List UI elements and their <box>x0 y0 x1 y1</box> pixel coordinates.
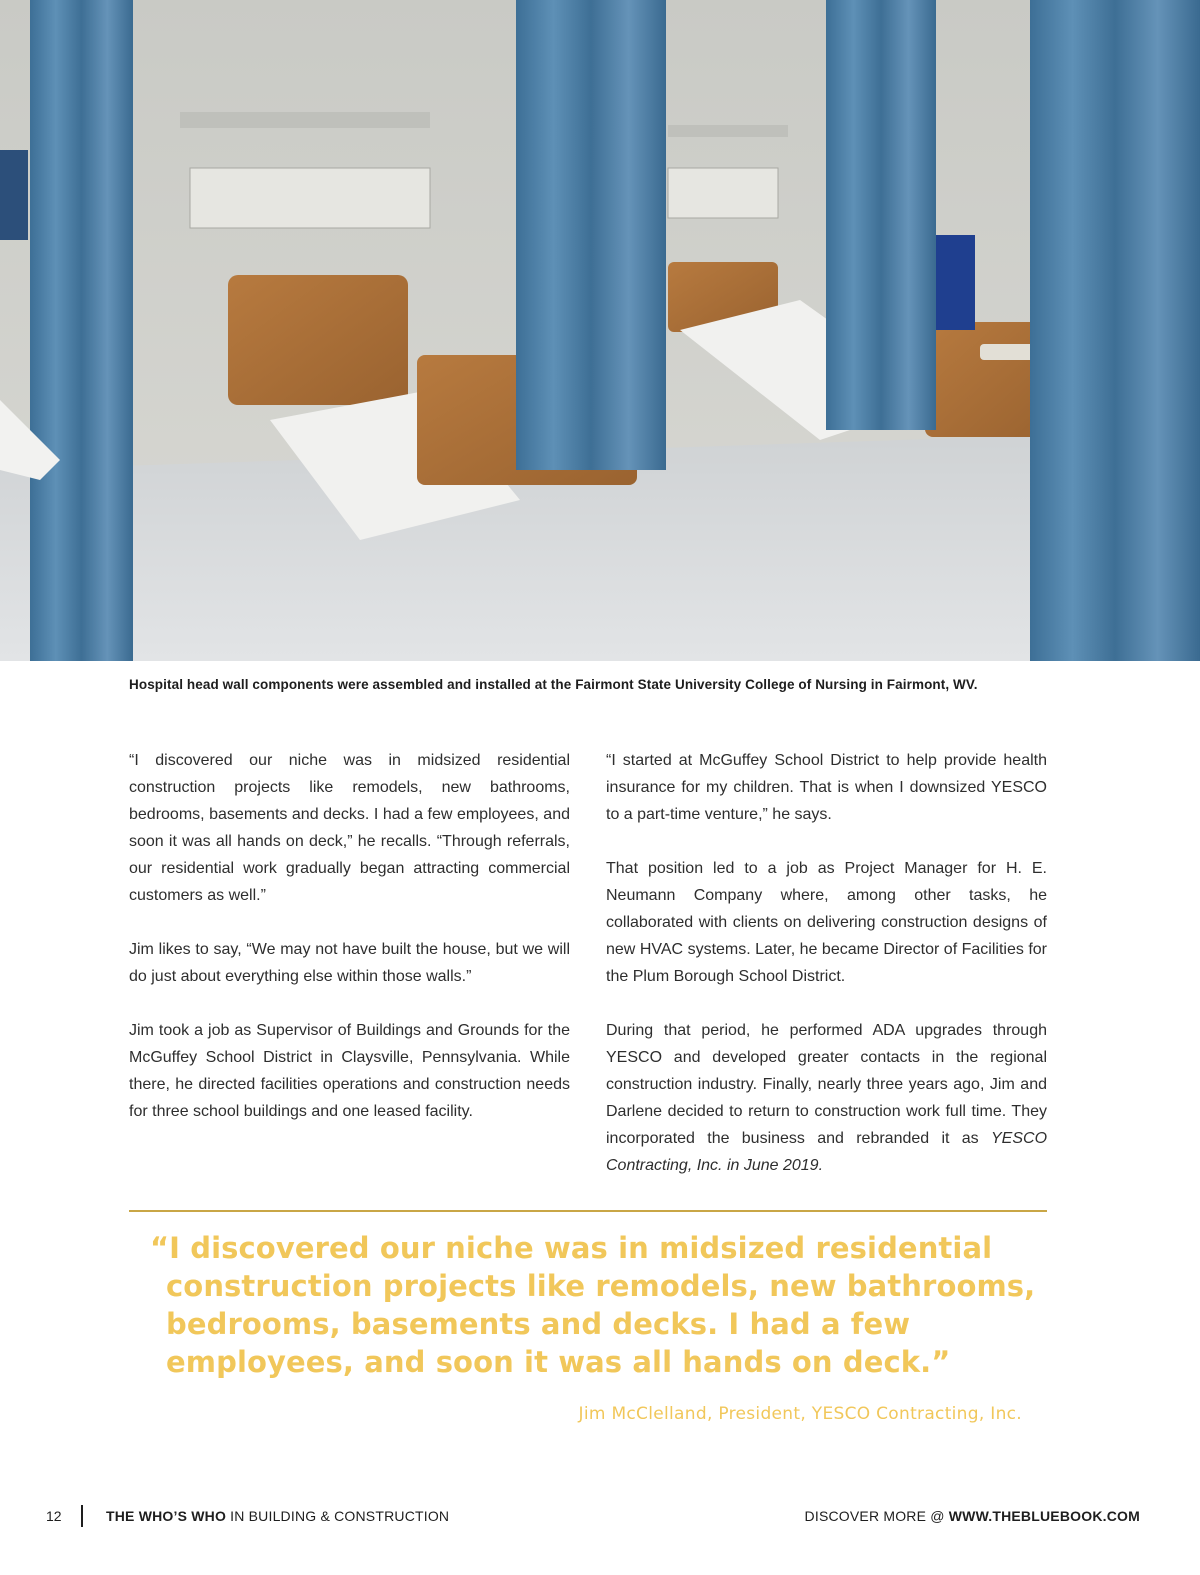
website-link[interactable] <box>805 1508 1140 1524</box>
body-paragraph: “I started at McGuffey School District to help provide health insurance for my children. That is when I downsized YESCO to a part-time venture,” he says. <box>606 752 1047 823</box>
body-paragraph <box>606 1017 1047 1179</box>
pull-quote-line: “I discovered our niche was in midsized residential <box>150 1231 993 1265</box>
left-column <box>129 747 570 1152</box>
pull-quote-attribution: Jim McClelland, President, YESCO Contracting, Inc. <box>578 1404 1022 1424</box>
page-footer <box>0 1505 1200 1529</box>
pull-quote-line: bedrooms, basements and decks. I had a few <box>166 1307 911 1341</box>
body-paragraph: That position led to a job as Project Manager for H. E. Neumann Company where, among other tasks, he collaborated with clients on delivering construction designs of new HVAC systems. Later, he became Director of Facilities for the Plum Borough School District. <box>606 860 1047 985</box>
body-paragraph: Jim likes to say, “We may not have built the house, but we will do just about everything else within those walls.” <box>129 941 570 985</box>
right-column <box>606 747 1047 1206</box>
italic-text: YESCO Contracting, Inc. in June 2019. <box>606 1130 1048 1174</box>
pull-quote-line: employees, and soon it was all hands on deck.” <box>166 1345 951 1379</box>
pull-quote <box>150 1229 1050 1381</box>
discover-label: DISCOVER MORE @ <box>804 1508 949 1524</box>
footer-divider <box>81 1505 83 1527</box>
pull-quote-divider <box>129 1210 1047 1212</box>
publication-title <box>106 1508 449 1524</box>
body-paragraph: “I discovered our niche was in midsized residential construction projects like remodels, new bathrooms, bedrooms, basements and decks. I had a few employees, and soon it was all hands on deck,” he recalls. “Through referrals, our residential work gradually began attracting commercial customers as well.” <box>129 752 570 904</box>
body-text: During that period, he performed ADA upgrades through YESCO and developed greater contacts in the regional construction industry. Finally, nearly three years ago, Jim and Darlene decided to return to construction work full time. They incorporated the business and rebranded it as <box>606 1022 1047 1147</box>
pull-quote-line: construction projects like remodels, new bathrooms, <box>166 1269 1036 1303</box>
website-url[interactable]: WWW.THEBLUEBOOK.COM <box>948 1508 1140 1524</box>
page-number: 12 <box>46 1508 62 1524</box>
hospital-room-photo <box>0 0 1200 661</box>
publication-title-rest: IN BUILDING & CONSTRUCTION <box>226 1508 450 1524</box>
body-paragraph: Jim took a job as Supervisor of Buildings and Grounds for the McGuffey School District in Claysville, Pennsylvania. While there, he directed facilities operations and construction needs for three school buildings and one leased facility. <box>129 1022 570 1120</box>
photo-caption: Hospital head wall components were assembled and installed at the Fairmont State University College of Nursing in Fairmont, WV. <box>129 677 978 692</box>
publication-title-bold: THE WHO’S WHO <box>106 1508 227 1524</box>
